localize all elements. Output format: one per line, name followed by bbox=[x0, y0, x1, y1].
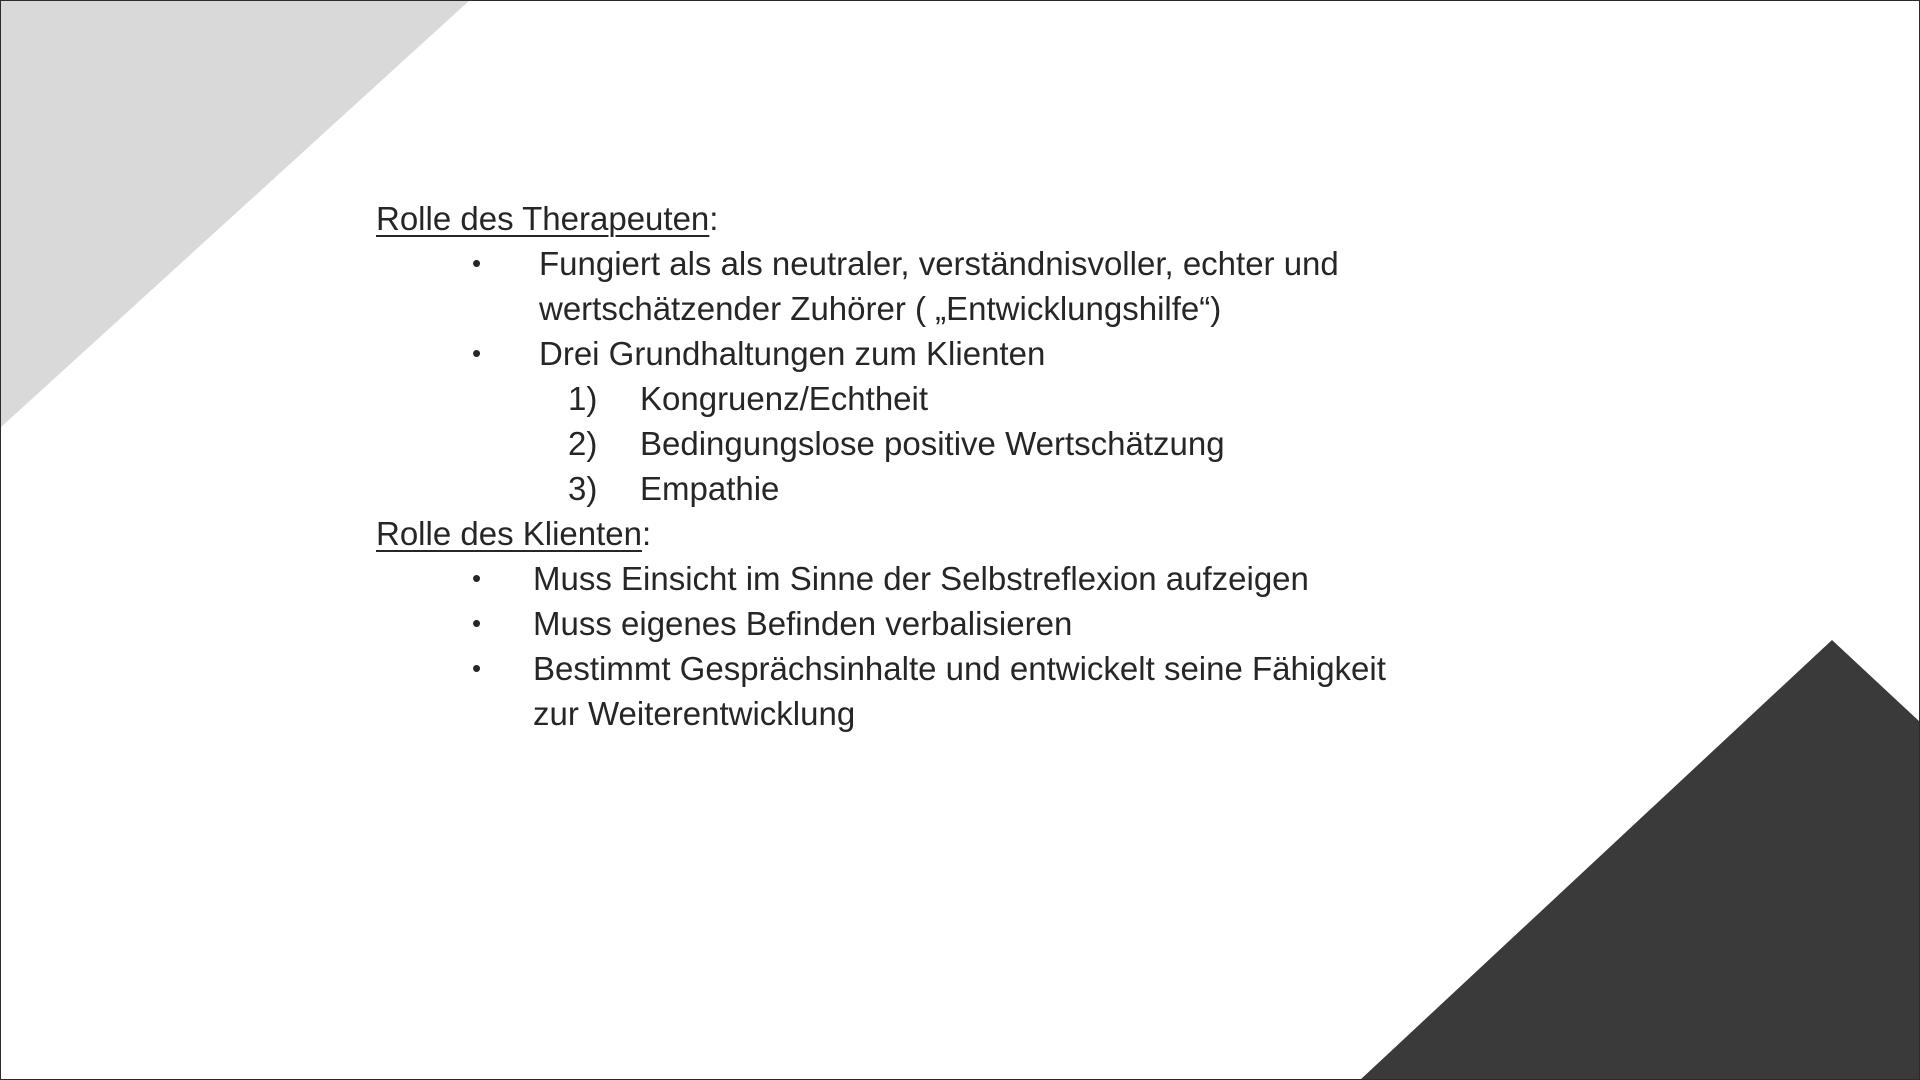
slide-content bbox=[376, 196, 1476, 736]
client-role-heading-text: Rolle des Klienten bbox=[376, 515, 642, 552]
numbered-item bbox=[376, 376, 1476, 421]
basic-attitudes-list bbox=[376, 376, 1476, 511]
item-number: 3) bbox=[568, 470, 598, 507]
list-item-text: Muss eigenes Befinden verbalisieren bbox=[533, 605, 1073, 642]
list-item bbox=[376, 556, 1476, 601]
list-item bbox=[376, 601, 1476, 646]
bullet-icon: • bbox=[472, 653, 482, 683]
list-item-text: Drei Grundhaltungen zum Klienten bbox=[539, 335, 1046, 372]
item-number: 2) bbox=[568, 425, 598, 462]
list-item bbox=[376, 331, 1476, 376]
list-item-text: Bestimmt Gesprächsinhalte und entwickelt seine Fähigkeit zur Weiterentwicklung bbox=[533, 650, 1386, 732]
list-item bbox=[376, 646, 1476, 736]
client-bullet-list bbox=[376, 556, 1476, 736]
item-number: 1) bbox=[568, 380, 598, 417]
therapist-role-heading bbox=[376, 196, 1476, 241]
therapist-role-heading-text: Rolle des Therapeuten bbox=[376, 200, 710, 237]
list-item-text: Muss Einsicht im Sinne der Selbstreflexion aufzeigen bbox=[533, 560, 1309, 597]
numbered-item-text: Bedingungslose positive Wertschätzung bbox=[640, 425, 1225, 462]
therapist-role-heading-colon: : bbox=[709, 200, 719, 237]
bullet-icon: • bbox=[472, 608, 482, 638]
numbered-item-text: Empathie bbox=[640, 470, 780, 507]
therapist-bullet-list bbox=[376, 241, 1476, 376]
bullet-icon: • bbox=[472, 248, 482, 278]
bullet-icon: • bbox=[472, 563, 482, 593]
numbered-item bbox=[376, 466, 1476, 511]
client-role-heading bbox=[376, 511, 1476, 556]
bullet-icon: • bbox=[472, 338, 482, 368]
list-item-text: Fungiert als als neutraler, verständnisvoller, echter und wertschätzender Zuhörer ( „Entwicklungshilfe“) bbox=[539, 245, 1339, 327]
numbered-item-text: Kongruenz/Echtheit bbox=[640, 380, 929, 417]
client-role-heading-colon: : bbox=[642, 515, 652, 552]
list-item bbox=[376, 241, 1476, 331]
numbered-item bbox=[376, 421, 1476, 466]
